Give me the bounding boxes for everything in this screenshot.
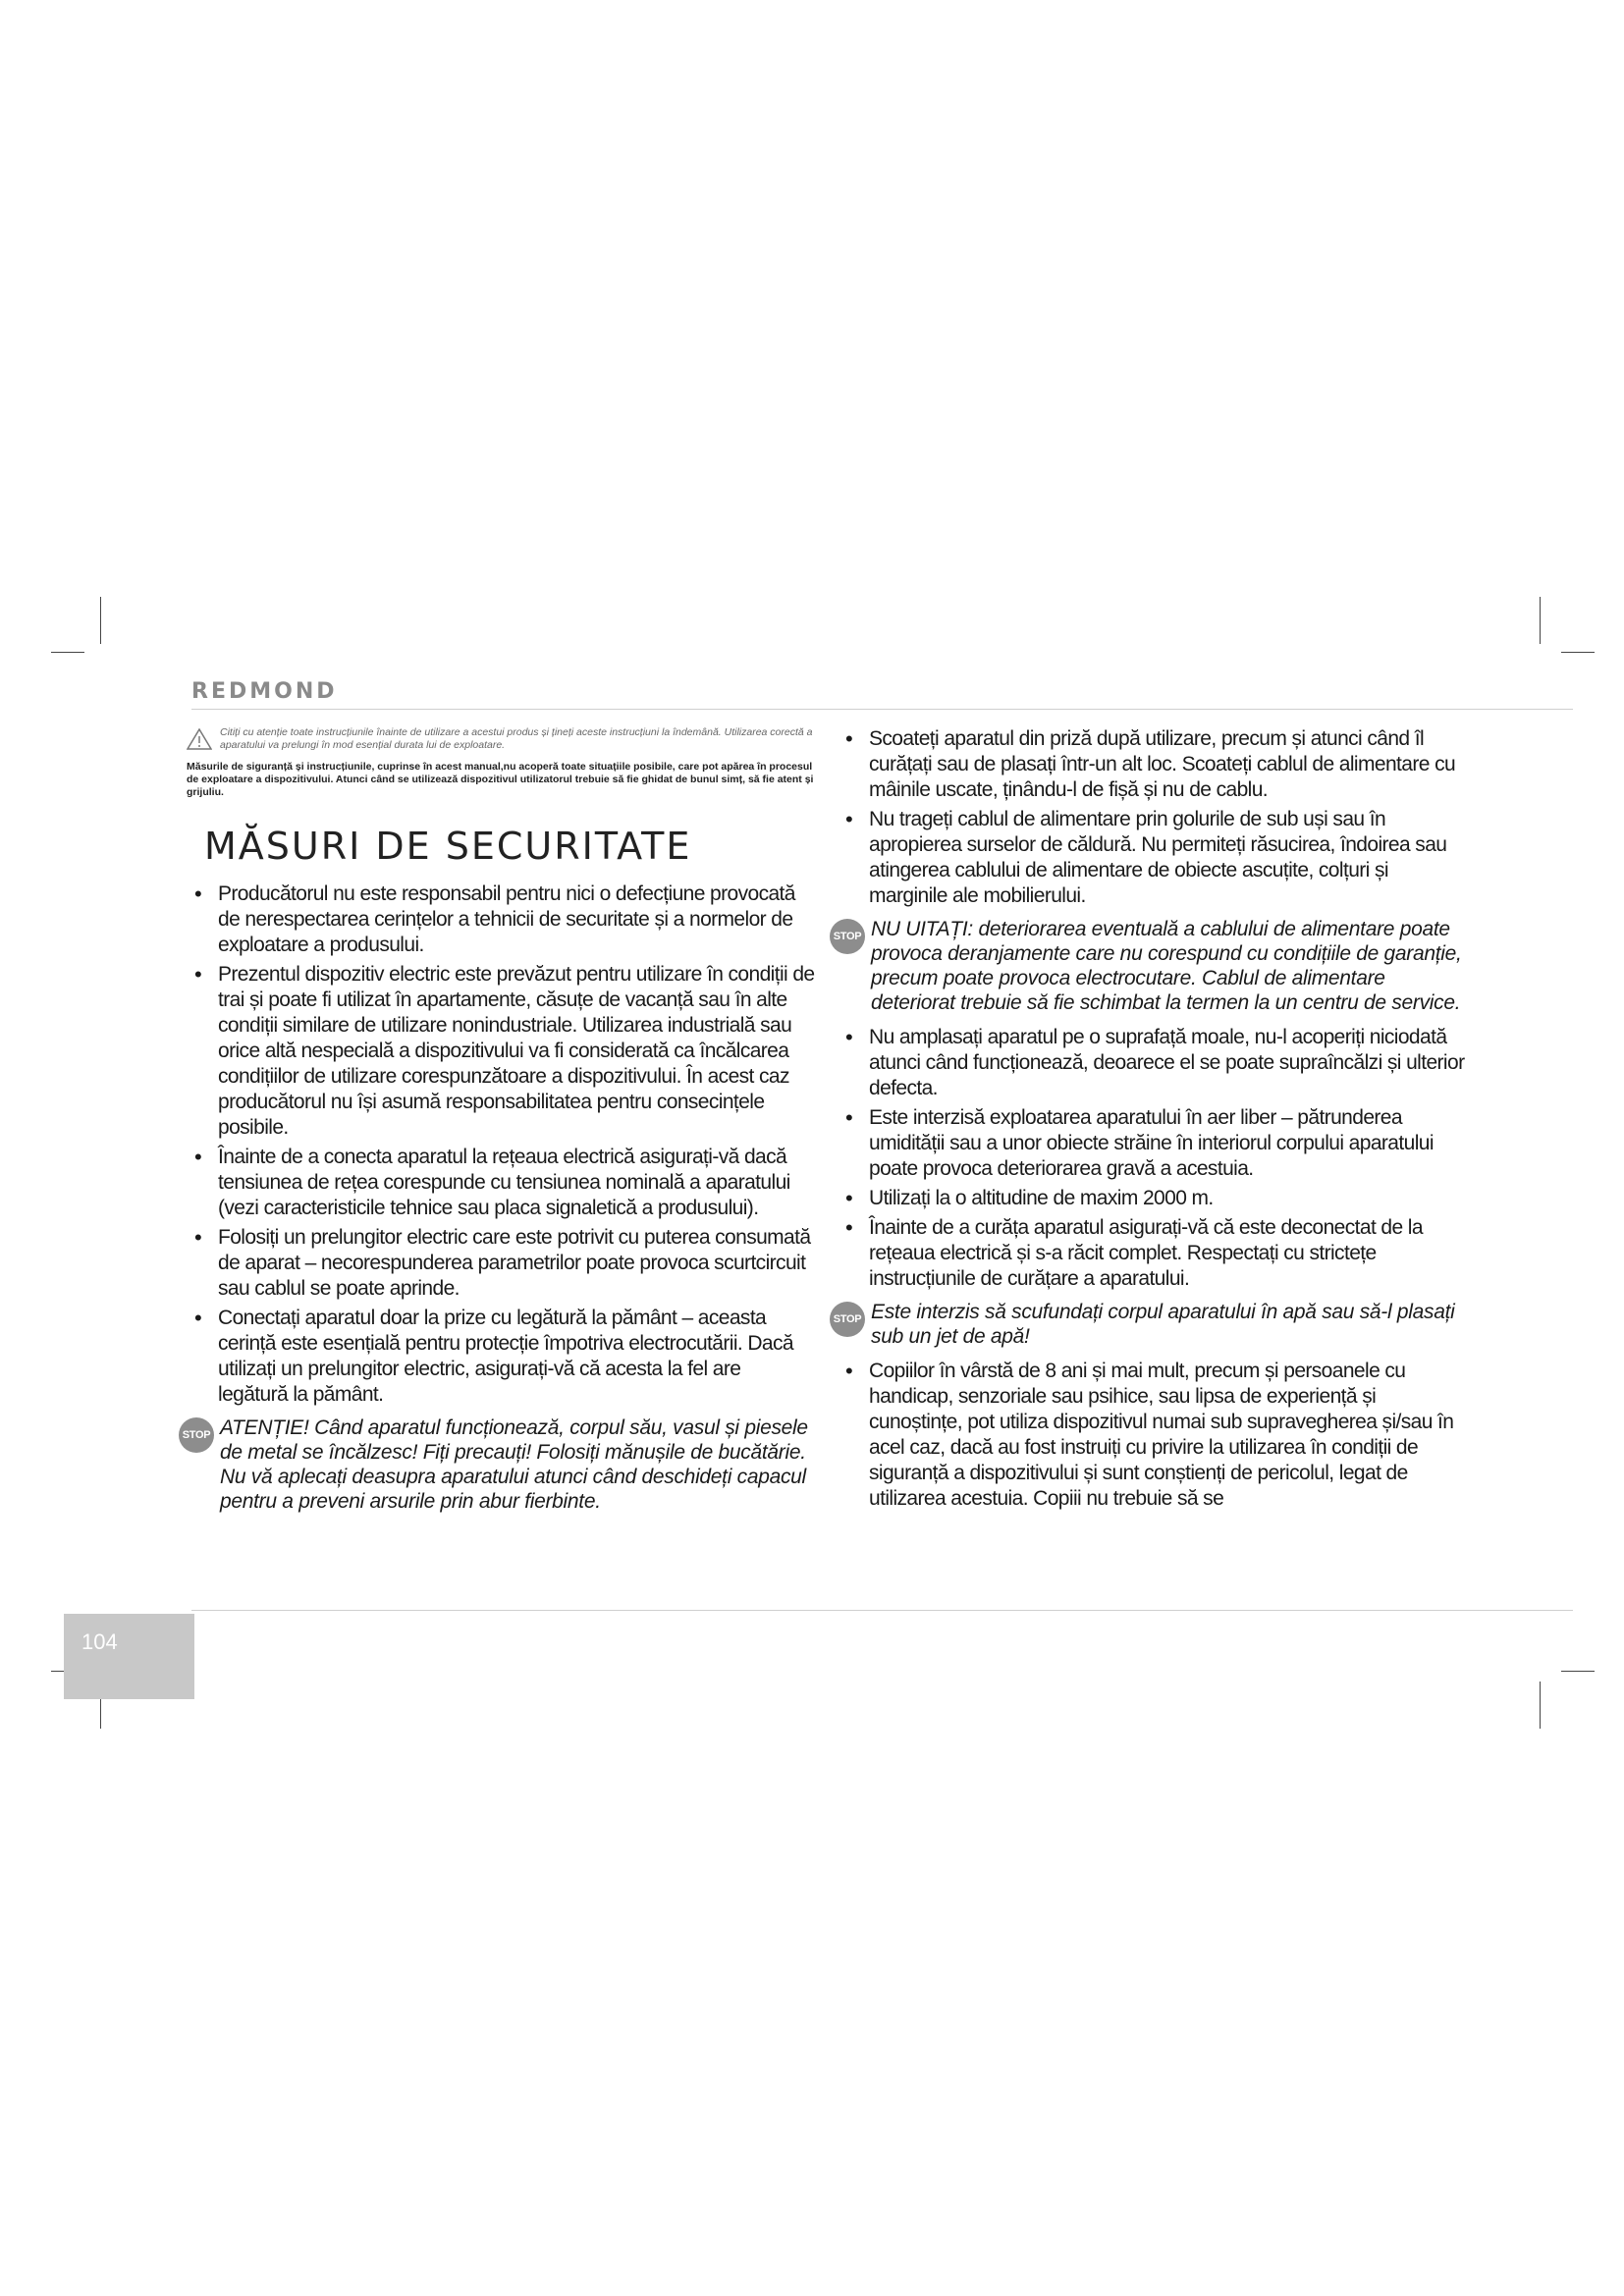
right-stop-note-1 xyxy=(833,917,1466,1015)
crop-mark-br-h xyxy=(1561,1671,1595,1672)
list-item: • Este interzisă exploatarea aparatului în aer liber – pătrunderea umidității sau a unor obiecte străine în interiorul corpului aparatului poate provoca deteriorarea gravă a acestuia. xyxy=(838,1105,1466,1182)
list-item: • Producătorul nu este responsabil pentru nici o defecțiune provocată de nerespectarea cerințelor a tehnicii de securitate și a normelor de exploatare a produsului. xyxy=(187,881,815,958)
list-item: • Prezentul dispozitiv electric este prevăzut pentru utilizare în condiții de trai și poate fi utilizat în apartamente, căsuțe de vacanță sau în alte condiții similare de utilizare nonindustriale. Utilizarea industrială sau orice altă nespecială a dispozitivului va fi considerată ca încălcarea condițiilor de utilizare corespunzătoare a dispozitivului. În acest caz producătorul nu își asumă responsabilitatea pentru consecințele posibile. xyxy=(187,962,815,1141)
list-item: • Înainte de a conecta aparatul la rețeaua electrică asigurați-vă dacă tensiunea de rețea corespunde cu tensiunea nominală a aparatului (vezi caracteristicile tehnice sau placa signaletică a produsului). xyxy=(187,1145,815,1221)
crop-mark-tr-h xyxy=(1561,652,1595,653)
intro-notice: Măsurile de siguranță și instrucțiunile, cuprinse în acest manual,nu acoperă toate situațiile posibile, care pot apărea în procesul de exploatare a dispozitivului. Atunci când se utilizează dispozitivul utilizatorul trebuie să fie ghidat de bunul simț, să fie atent și grijuliu. xyxy=(187,761,814,798)
list-item: • Nu trageți cablul de alimentare prin golurile de sub uși sau în apropierea surselor de căldură. Nu permiteți răsucirea, îndoirea sau atingerea cablului de alimentare de obiecte ascuțite, colțuri și marginile ale mobilierului. xyxy=(838,807,1466,909)
left-stop-note-text: ATENȚIE! Când aparatul funcționează, corpul său, vasul și piesele de metal se încălzesc! Fiți precauți! Folosiți mănușile de bucătărie. Nu vă aplecați deasupra aparatului atunci când deschideți capacul pentru a preveni arsurile prin abur fierbinte. xyxy=(220,1416,808,1513)
brand-logo: REDMOND xyxy=(191,679,338,704)
intro-warning-text: Citiți cu atenție toate instrucțiunile înainte de utilizare a acestui produs și țineți aceste instrucțiuni la îndemână. Utilizarea corectă a aparatului va prelungi în mod esențial durata lui de exploatare. xyxy=(220,726,813,751)
page-number-box xyxy=(64,1614,194,1699)
crop-mark-br-v xyxy=(1540,1682,1541,1729)
right-bullet-list-a xyxy=(838,726,1466,909)
list-item: • Înainte de a curăța aparatul asigurați-vă că este deconectat de la rețeaua electrică și s-a răcit complet. Respectați cu strictețe instrucțiunile de curățare a aparatului. xyxy=(838,1215,1466,1292)
right-stop-note-2-text: Este interzis să scufundați corpul aparatului în apă sau să-l plasați sub un jet de apă! xyxy=(871,1301,1455,1348)
crop-mark-tl-v xyxy=(100,597,101,644)
left-column xyxy=(182,726,815,1523)
stop-icon: STOP xyxy=(830,919,865,954)
list-item: • Nu amplasați aparatul pe o suprafață moale, nu-l acoperiți niciodată atunci când funcționează, deoarece el se poate supraîncălzi și ulterior defecta. xyxy=(838,1025,1466,1101)
left-bullet-list xyxy=(187,881,815,1408)
page-number: 104 xyxy=(81,1629,118,1654)
crop-mark-tr-v xyxy=(1540,597,1541,644)
right-column xyxy=(833,726,1466,1516)
warning-triangle-icon xyxy=(187,728,220,755)
crop-mark-tl-h xyxy=(51,652,84,653)
stop-icon: STOP xyxy=(179,1417,214,1453)
right-bullet-list-b xyxy=(838,1025,1466,1292)
header-rule xyxy=(191,709,1573,710)
intro-warning xyxy=(187,726,815,755)
list-item: • Folosiți un prelungitor electric care este potrivit cu puterea consumată de aparat – necorespunderea parametrilor poate provoca scurtcircuit sau cablul se poate aprinde. xyxy=(187,1225,815,1302)
list-item: • Conectați aparatul doar la prize cu legătură la pământ – aceasta cerință este esențială pentru protecție împotriva electrocutării. Dacă utilizați un prelungitor electric, asigurați-vă că acesta la fel are legătură la pământ. xyxy=(187,1306,815,1408)
section-heading: MĂSURI DE SECURITATE xyxy=(204,825,692,868)
left-stop-note xyxy=(182,1415,815,1514)
footer-rule xyxy=(191,1610,1573,1611)
stop-icon: STOP xyxy=(830,1302,865,1337)
right-stop-note-1-text: NU UITAȚI: deteriorarea eventuală a cablului de alimentare poate provoca deranjamente care nu corespund cu condițiile de garanție, precum poate provoca electrocutare. Cablul de alimentare deteriorat trebuie să fie schimbat la termen la un centru de service. xyxy=(871,918,1462,1014)
list-item: • Utilizați la o altitudine de maxim 2000 m. xyxy=(838,1186,1466,1211)
list-item: • Copiilor în vârstă de 8 ani și mai mult, precum și persoanele cu handicap, senzoriale sau psihice, sau lipsa de experiență și cunoștințe, pot utiliza dispozitivul numai sub supravegherea și/sau în acel caz, dacă au fost instruiți cu privire la utilizarea în condiții de siguranță a dispozitivului și sunt conștienți de pericolul, legat de utilizarea acestuia. Copiii nu trebuie să se xyxy=(838,1359,1466,1512)
right-stop-note-2 xyxy=(833,1300,1466,1349)
list-item: • Scoateți aparatul din priză după utilizare, precum și atunci când îl curățați sau de plasați într-un alt loc. Scoateți cablul de alimentare cu mâinile uscate, ținându-l de fișă și nu de cablu. xyxy=(838,726,1466,803)
right-bullet-list-c xyxy=(838,1359,1466,1512)
